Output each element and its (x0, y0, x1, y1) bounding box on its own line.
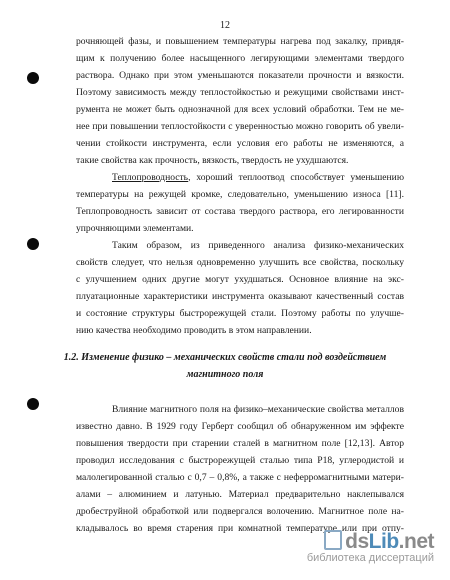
text-line: кладывалось во время старения при комнатной температуре или при отпу- (76, 523, 404, 534)
text-line: дробеструйной обработкой или подвергался волочению. Магнитное поле на- (76, 506, 404, 517)
page-number: 12 (220, 20, 230, 31)
text-line: проводил исследования с быстрорежущей сталью типа Р18, углеродистой и (76, 455, 404, 466)
punch-hole-bottom (27, 398, 39, 410)
text-line: плуатационные характеристики инструмента оказывают качественный состав (76, 291, 404, 302)
watermark-logo: dsLib.net (345, 530, 434, 553)
text-line: румента не может быть однозначной для всех условий обработки. Тем не ме- (76, 104, 404, 115)
punch-hole-top (27, 72, 39, 84)
text-line: малолегированной сталью с 0,7 – 0,8%, а также с неферромагнитными матери- (76, 472, 404, 483)
watermark-subtitle: библиотека диссертаций (306, 552, 434, 564)
text-line: Теплопроводность зависит от состава твердого раствора, его легированности (76, 206, 404, 217)
text-line: рочняющей фазы, и повышением температуры нагрева под закалку, привдя- (76, 36, 404, 47)
text-line: свойств следует, что нельзя одновременно улучшить все свойства, поскольку (76, 257, 404, 268)
text-line: и состояние структуры быстрорежущей стали. Поэтому работы по улучше- (76, 308, 404, 319)
text-line: Теплопроводность, хороший теплоотвод способствует уменьшению (112, 172, 404, 183)
section-heading: 1.2. Изменение физико – механических свойств стали под воздействием (63, 352, 387, 363)
text-line: Таким образом, из приведенного анализа физико-механических (112, 240, 404, 251)
text-line: такие свойства как прочность, вязкость, твердость не ухудшаются. (76, 155, 349, 166)
text-line: с улучшением одних другие могут ухудшаться. Основное влияние на экс- (76, 274, 404, 285)
text-line: известно давно. В 1929 году Герберт сообщил об обнаруженном им эффекте (76, 421, 404, 432)
text-line: повышения твердости при старении сталей в магнитном поле [12,13]. Автор (76, 438, 404, 449)
text-line: щим к получению более насыщенного легирующими элементами твердого (76, 53, 404, 64)
text-line: температуры на режущей кромке, следовательно, уменьшению износа [11]. (76, 189, 404, 200)
text-line: Поэтому зависимость между теплостойкостью и режущими свойствами инст- (76, 87, 404, 98)
book-icon (324, 530, 342, 550)
text-line: чении стойкости инструмента, если условия его работы не изменяются, а (76, 138, 404, 149)
text-line: упрочняющими элементами. (76, 223, 194, 234)
text-line: Влияние магнитного поля на физико–механические свойства металлов (112, 404, 404, 415)
text-line: нее при повышении теплостойкости с уверенностью можно говорить об увели- (76, 121, 404, 132)
text-line: раствора. Однако при этом уменьшаются показатели прочности и вязкости. (76, 70, 404, 81)
underlined-term: Теплопроводность (112, 172, 189, 183)
section-heading-continued: магнитного поля (186, 369, 264, 380)
watermark (264, 530, 434, 566)
text-line: алами – алюминием и латунью. Материал предварительно наклепывался (76, 489, 404, 500)
text-line: нию качества необходимо проводить в этом направлении. (76, 325, 312, 336)
punch-hole-middle (27, 238, 39, 250)
